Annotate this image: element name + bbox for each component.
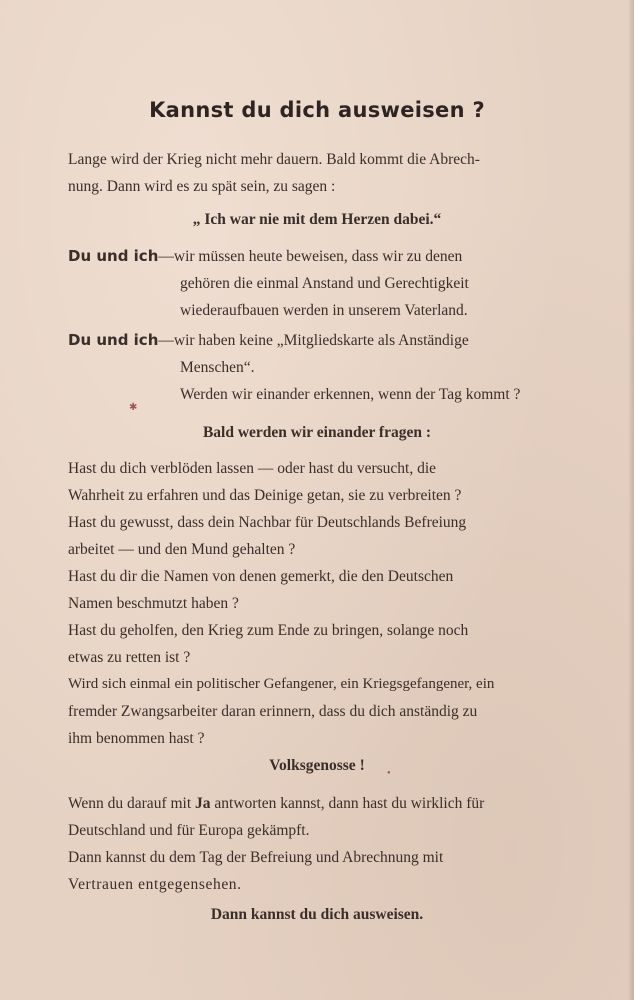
block1-line-2: gehören die einmal Anstand und Gerechtigkeit	[180, 275, 469, 292]
block2-line-2: Menschen“.	[180, 359, 255, 376]
paper-edge	[628, 0, 634, 1000]
question-line: Hast du geholfen, den Krieg zum Ende zu bringen, solange noch	[68, 622, 469, 639]
closing-text-c: antworten kannst, dann hast du wirklich für	[210, 795, 485, 812]
closing-line-3: Dann kannst du dem Tag der Befreiung und Abrechnung mit	[68, 849, 444, 866]
question-line: Namen beschmutzt haben ?	[68, 595, 239, 612]
page-title: Kannst du dich ausweisen ?	[149, 98, 485, 122]
block2-lead: Du und ich	[68, 331, 159, 349]
block1-lead: Du und ich	[68, 247, 159, 265]
closing-ja: Ja	[195, 795, 211, 812]
ink-spot: ✱	[129, 402, 138, 413]
question-line: Wahrheit zu erfahren und das Deinige getan, sie zu verbreiten ?	[68, 487, 462, 504]
question-line: fremder Zwangsarbeiter daran erinnern, dass du dich anständig zu	[68, 703, 478, 720]
intro-line-2: nung. Dann wird es zu spät sein, zu sagen :	[68, 178, 336, 195]
final-statement: Dann kannst du dich ausweisen.	[210, 906, 424, 923]
section-heading-questions: Bald werden wir einander fragen :	[202, 424, 432, 441]
block2-line-3: Werden wir einander erkennen, wenn der Tag kommt ?	[180, 386, 521, 403]
question-line: ihm benommen hast ?	[68, 730, 205, 747]
closing-line-1	[68, 790, 541, 817]
question-line: etwas zu retten ist ?	[68, 649, 191, 666]
ink-spot: ●	[387, 770, 391, 776]
question-line: Hast du dir die Namen von denen gemerkt, die den Deutschen	[68, 568, 454, 585]
intro-line-1: Lange wird der Krieg nicht mehr dauern. Bald kommt die Abrech-	[68, 151, 480, 168]
question-line: Hast du dich verblöden lassen — oder hast du versucht, die	[68, 460, 437, 477]
closing-line-4: Vertrauen entgegensehen.	[68, 876, 242, 893]
question-line: Wird sich einmal ein politischer Gefangener, ein Kriegsgefangener, ein	[68, 676, 495, 692]
closing-line-2: Deutschland und für Europa gekämpft.	[68, 822, 310, 839]
block1-line-3: wiederaufbauen werden in unserem Vaterland.	[180, 302, 468, 319]
block1-line-1	[68, 243, 541, 270]
section-heading-volksgenosse: Volksgenosse !	[269, 757, 365, 774]
block2-text-1: —wir haben keine „Mitgliedskarte als Anständige	[158, 332, 469, 349]
block1-text-1: —wir müssen heute beweisen, dass wir zu denen	[158, 248, 463, 265]
quote-heading: „ Ich war nie mit dem Herzen dabei.“	[192, 211, 442, 228]
closing-text-a: Wenn du darauf mit	[68, 795, 196, 812]
question-line: Hast du gewusst, dass dein Nachbar für Deutschlands Befreiung	[68, 514, 467, 531]
block2-line-1	[68, 327, 541, 354]
question-line: arbeitet — und den Mund gehalten ?	[68, 541, 296, 558]
